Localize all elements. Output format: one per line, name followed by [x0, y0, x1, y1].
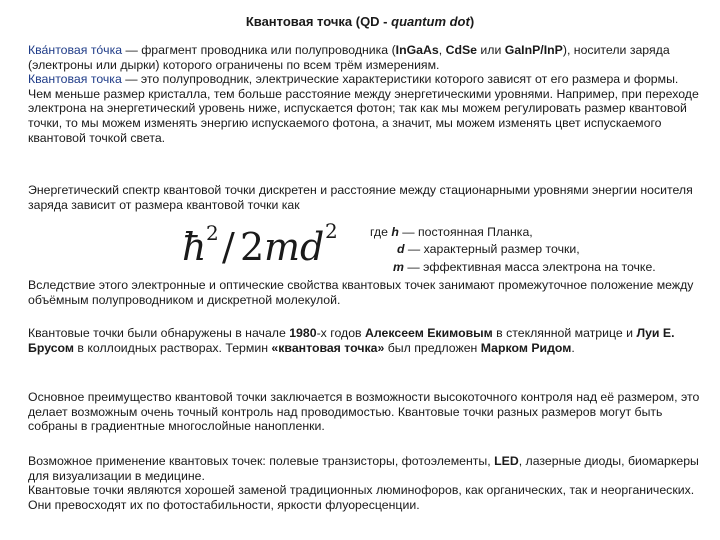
name-brus: Луи Е. Брусом	[28, 326, 675, 355]
legend-h	[370, 225, 533, 240]
applications-text-2: , лазерные диоды, биомаркеры для визуализации в медицине.	[28, 454, 699, 483]
separator-or: или	[477, 43, 505, 57]
title-italic: quantum dot	[391, 14, 470, 29]
symbol-m: m	[393, 260, 404, 274]
advantage-paragraph	[28, 390, 700, 434]
term-led: LED	[494, 454, 519, 468]
applications-text-1: Возможное применение квантовых точек: полевые транзисторы, фотоэлементы,	[28, 454, 495, 468]
material-ingaas: InGaAs	[395, 43, 439, 57]
properties-paragraph	[28, 278, 700, 307]
energy-formula	[180, 218, 380, 270]
page-title	[0, 14, 720, 30]
term-quantum-dot-2: Квантовая точка	[28, 72, 122, 87]
legend-d-desc: — характерный размер точки,	[404, 242, 580, 256]
intro-text-2: ), носители заряда (электроны или дырки) которого ограничены по всем трём измерениям.	[28, 43, 670, 72]
legend-h-desc: — постоянная Планка,	[398, 225, 533, 239]
history-text-5: был предложен	[384, 340, 481, 355]
term-quantum-dot: Ква́нтовая то́чка	[28, 43, 123, 57]
advantage-text: Основное преимущество квантовой точки заключается в возможности высокоточного контроля над её размером, это делает возможным очень точный контроль над проводимостью. Квантовые точки разных размеров могут быть собраны в градиентные многослойные нанопленки.	[28, 390, 700, 434]
legend-d	[397, 242, 580, 257]
symbol-h: h	[391, 225, 399, 239]
title-close: )	[469, 14, 475, 29]
formula-m: m	[264, 225, 301, 269]
formula-exp2: 2	[325, 219, 338, 243]
history-text-4: в коллоидных растворах. Термин	[74, 340, 272, 355]
history-text-2: -х годов	[316, 326, 365, 340]
intro-paragraph	[28, 43, 700, 145]
legend-m-desc: — эффективная масса электрона на точке.	[403, 260, 656, 274]
legend-where: где	[370, 225, 392, 239]
term-quoted: «квантовая точка»	[271, 340, 385, 355]
applications-paragraph	[28, 454, 700, 512]
intro-text-1: — фрагмент проводника или полупроводника (	[122, 43, 396, 57]
name-reed: Марком Ридом	[480, 340, 572, 355]
year-1980: 1980	[289, 326, 317, 340]
formula-d: d	[300, 225, 325, 269]
intro-text-3: — это полупроводник, электрические характеристики которого зависят от его размера и формы. Чем меньше размер кристалла, тем больше расстояние между энергетическими уровнями. Например, при переходе электрона на энергетический уровень ниже, испускается фотон; так как мы можем регулировать размер квантовой точки, то мы можем изменять энергию испускаемого фотона, а значит, мы можем изменять цвет испускаемого квантовой точкой света.	[28, 72, 699, 145]
history-text-6: .	[571, 340, 575, 355]
material-gainp: GaInP/InP	[504, 43, 563, 57]
spectrum-text: Энергетический спектр квантовой точки дискретен и расстояние между стационарными уровнями энергии носителя заряда зависит от размера квантовой точки как	[28, 183, 693, 212]
name-ekimov: Алексеем Екимовым	[365, 326, 493, 340]
history-paragraph	[28, 326, 700, 355]
symbol-d: d	[397, 242, 405, 256]
material-cdse: CdSe	[445, 43, 478, 57]
spectrum-paragraph	[28, 183, 700, 212]
applications-text-3: Квантовые точки являются хорошей заменой традиционных люминофоров, как органических, так и неорганических. Они превосходят их по фотостабильности, яркости флуоресценции.	[28, 483, 695, 512]
formula-exp1: 2	[206, 221, 219, 245]
properties-text: Вследствие этого электронные и оптические свойства квантовых точек занимают промежуточное положение между объёмным полупроводником и дискретной молекулой.	[28, 278, 694, 307]
history-text-3: в стеклянной матрице и	[492, 326, 637, 340]
formula-slash: /	[222, 225, 235, 269]
title-main: Квантовая точка (QD -	[245, 14, 392, 29]
formula-two: 2	[240, 225, 265, 269]
formula-hbar: ħ	[182, 225, 207, 269]
separator: ,	[438, 43, 446, 57]
history-text-1: Квантовые точки были обнаружены в начале	[28, 326, 290, 340]
legend-m	[393, 260, 656, 275]
